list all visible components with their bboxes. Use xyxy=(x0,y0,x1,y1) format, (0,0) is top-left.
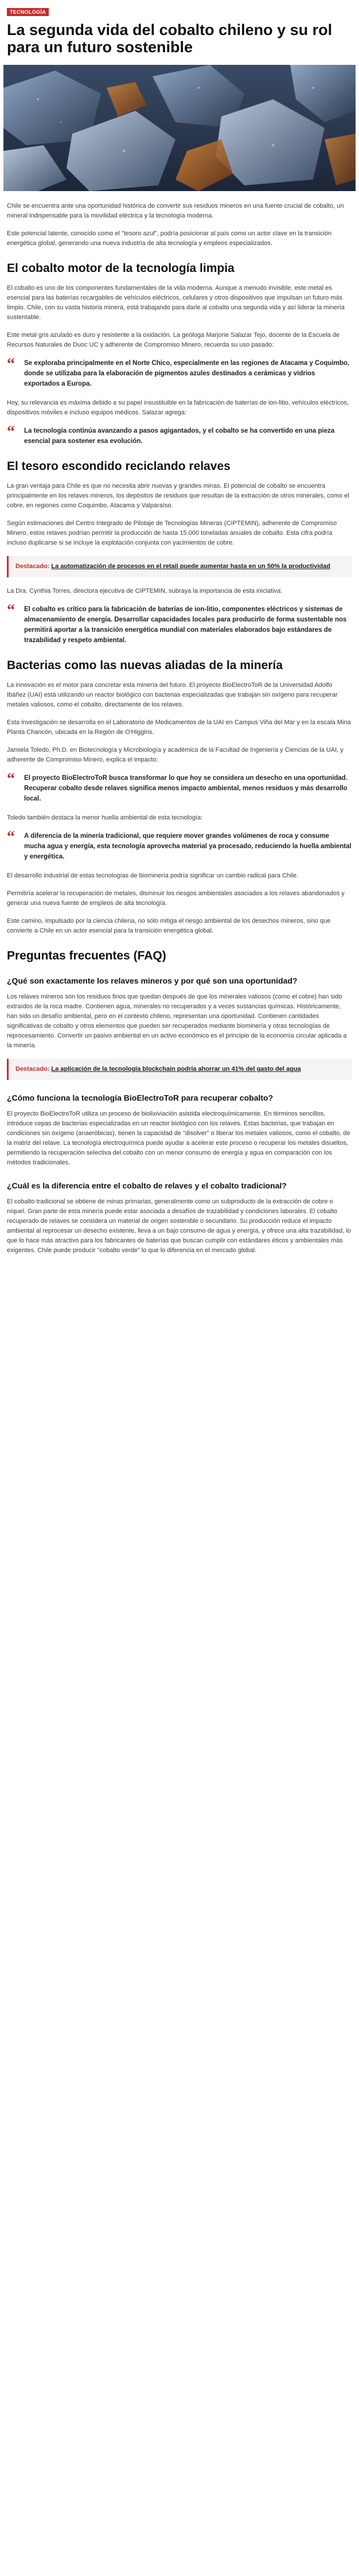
paragraph: La innovación es el motor para concretar esta minería del futuro. El proyecto BioElectroToR de la Universidad Adolfo Ibáñez (UAI) está utilizando un reactor biológico con bacterias especializadas que trabajan sin oxígeno para recuperar metales valiosos, como el cobalto, directamente de los relaves. xyxy=(7,682,338,708)
quote-icon: “ xyxy=(7,828,15,846)
pull-quote xyxy=(7,770,352,804)
paragraph: Este camino, impulsado por la ciencia chilena, no sólo mitiga el riesgo ambiental de los desechos mineros, sino que convierte a Chile en un actor esencial para la transición energética global. xyxy=(7,918,331,934)
featured-link[interactable]: La automatización de procesos en el retail puede aumentar hasta en un 50% la productividad xyxy=(51,563,330,570)
faq-answer: Los relaves mineros son los residuos finos que quedan después de que los minerales valiosos (como el cobre) han sido extraídos de la roca madre. Contienen agua, minerales no recuperados y a veces sustancias químicas. Históricamente, han sido un desafío ambiental, pero en el contexto chileno, representan una oportunidad. Contienen cantidades significativas de cobalto y otros elementos que pueden ser recuperados mediante biominería y otras tecnologías de reprocesamiento. Convertir un pasivo ambiental en un activo económico es el principio de la economía circular aplicada a la minería. xyxy=(7,993,347,1049)
faq-question: ¿Cuál es la diferencia entre el cobalto de relaves y el cobalto tradicional? xyxy=(7,1181,287,1190)
faq-answer: El cobalto tradicional se obtiene de minas primarias, generalmente como un subproducto de la extracción de cobre o níquel. Gran parte de esta minería puede estar asociada a desafíos de trazabilidad y condiciones laborales. El cobalto recuperado de relaves se considera un material de origen sostenible o secundario. Su producción reduce el impacto ambiental al reprocesar un desecho existente, lleva a un bajo consumo de agua y energía, y ofrece una alta trazabilidad, lo que lo hace más atractivo para los fabricantes de baterías que buscan cumplir con estándares éticos y ambientales más exigentes. Chile puede producir "cobalto verde" lo que lo diferencia en el mercado global. xyxy=(7,1198,351,1254)
pull-quote xyxy=(7,355,352,389)
quote-icon: “ xyxy=(7,601,15,619)
paragraph: Según estimaciones del Centro Integrado de Pilotaje de Tecnologías Mineras (CIPTEMIN), adherente de Compromiso Minero, estos relaves podrían permitir la producción de hasta 15.000 toneladas anuales de cobalto. Esta cifra podría incluso duplicarse si se incluye la explotación conjunta con yacimientos de cobre. xyxy=(7,520,337,546)
section-heading: Bacterias como las nuevas aliadas de la minería xyxy=(7,659,283,672)
quote-icon: “ xyxy=(7,423,15,441)
paragraph: La gran ventaja para Chile es que no necesita abrir nuevas y grandes minas. El potencial de cobalto se encuentra principalmente en los relaves mineros, los depósitos de residuos que resultan de la extracción de otros minerales, como el cobre, en regiones como Coquimbo, Atacama y Valparaíso. xyxy=(7,483,349,509)
quote-text: A diferencia de la minería tradicional, que requiere mover grandes volúmenes de roca y consume mucha agua y energía, esta tecnología aprovecha material ya procesado, reduciendo la huella ambiental y energética. xyxy=(24,833,352,860)
paragraph: Hoy, su relevancia es máxima debido a su papel insustituible en la fabricación de baterías de ion-litio, vehículos eléctricos, dispositivos móviles e incluso equipos médicos. Salazar agrega: xyxy=(7,399,349,416)
article-title: La segunda vida del cobalto chileno y su rol para un futuro sostenible xyxy=(7,21,333,56)
quote-icon: “ xyxy=(7,770,15,788)
featured-label: Destacado: xyxy=(15,1066,50,1073)
quote-text: El proyecto BioElectroToR busca transformar lo que hoy se considera un desecho en una oportunidad. Recuperar cobalto desde relaves significa menos impacto ambiental, menos residuos y más desarrollo local. xyxy=(24,775,348,802)
paragraph: Este metal gris azulado es duro y resistente a la oxidación. La geóloga Marjorie Salazar Tejo, docente de la Escuela de Recursos Naturales de Duoc UC y adherente de Compromiso Minero, recuerda su uso pasado: xyxy=(7,332,340,348)
featured-link-box xyxy=(7,1059,352,1080)
featured-link[interactable]: La aplicación de la tecnología blockchain podría ahorrar un 41% del gasto del agua xyxy=(51,1066,301,1073)
faq-heading: Preguntas frecuentes (FAQ) xyxy=(7,949,166,962)
pull-quote xyxy=(7,828,352,862)
quote-icon: “ xyxy=(7,355,15,373)
paragraph: Toledo también destaca la menor huella ambiental de esta tecnología: xyxy=(7,814,203,821)
featured-link-box xyxy=(7,556,352,577)
pull-quote xyxy=(7,601,352,646)
intro-paragraph: Chile se encuentra ante una oportunidad histórica de convertir sus residuos mineros en una fuente crucial de cobalto, un mineral indispensable para la movilidad eléctrica y la tecnología moderna. xyxy=(7,203,344,219)
pull-quote xyxy=(7,423,352,446)
paragraph: Permitiría acelerar la recuperación de metales, disminuir los riesgos ambientales asociados a los relaves abandonados y generar una nueva fuente de empleos de alta tecnología. xyxy=(7,890,345,907)
faq-question: ¿Qué son exactamente los relaves mineros y por qué son una oportunidad? xyxy=(7,976,298,985)
quote-text: El cobalto es crítico para la fabricación de baterías de ion-litio, componentes eléctricos y sistemas de almacenamiento de energía. Desarrollar capacidades locales para producirlo de forma sustentable nos permitirá aportar a la transición energética mundial con materiales elaborados bajo estándares de trazabilidad y respeto ambiental. xyxy=(24,606,347,644)
faq-question: ¿Cómo funciona la tecnología BioElectroToR para recuperar cobalto? xyxy=(7,1093,274,1102)
paragraph: El desarrollo industrial de estas tecnologías de biominería podría significar un cambio radical para Chile. xyxy=(7,872,299,879)
paragraph: Esta investigación se desarrolla en el Laboratorio de Medicamentos de la UAI en Campus Viña del Mar y en la escala Mina Planta Chancón, ubicada en la Región de O'Higgins. xyxy=(7,719,351,736)
section-heading: El tesoro escondido reciclando relaves xyxy=(7,460,231,473)
cobalt-rocks-illustration xyxy=(3,65,356,191)
paragraph: El cobalto es uno de los componentes fundamentales de la vida moderna. Aunque a menudo invisible, este metal es esencial para las baterías recargables de vehículos eléctricos, celulares y otros dispositivos que impulsan un futuro más limpio. Chile, con su vasta historia minera, está trabajando para darle al cobalto una segunda vida y así liderar la minería sustentable. xyxy=(7,285,345,321)
paragraph: La Dra. Cynthia Torres, directora ejecutiva de CIPTEMIN, subraya la importancia de esta iniciativa: xyxy=(7,588,283,595)
category-badge[interactable]: TECNOLOGÍA xyxy=(7,8,49,16)
faq-answer: El proyecto BioElectroToR utiliza un proceso de biolixiviación asistida electroquímicamente. En términos sencillos, introduce cepas de bacterias especializadas en un reactor biológico con los relaves. Estas bacterias, que trabajan en condiciones sin oxígeno (anaeróbicas), tienen la capacidad de "disolver" o liberar los metales valiosos, como el cobalto, de la matriz del relave. La tecnología electroquímica puede ayudar a acelerar este proceso o recuperar los metales disueltos, permitiendo la recuperación selectiva del cobalto con un menor consumo de energía y agua en comparación con los métodos tradicionales. xyxy=(7,1110,350,1166)
featured-label: Destacado: xyxy=(15,563,50,570)
intro-paragraph: Este potencial latente, conocido como el "tesoro azul", podría posicionar al país como un actor clave en la transición energética global, generando una nueva industria de alta tecnología y empleos especializados. xyxy=(7,230,332,247)
hero-image xyxy=(3,65,356,191)
article xyxy=(0,0,359,1287)
section-heading: El cobalto motor de la tecnología limpia xyxy=(7,262,235,275)
quote-text: La tecnología continúa avanzando a pasos agigantados, y el cobalto se ha convertido en una pieza esencial para sostener esa evolución. xyxy=(24,428,335,445)
quote-text: Se exploraba principalmente en el Norte Chico, especialmente en las regiones de Atacama y Coquimbo, donde se utilizaba para la elaboración de pigmentos azules destinados a cerámicas y vidrios exportados a Europa. xyxy=(24,360,350,387)
paragraph: Jamiela Toledo, Ph.D. en Biotecnología y Microbiología y académica de la Facultad de Ingeniería y Ciencias de la UAI, y adherente de Compromiso Minero, explica el impacto: xyxy=(7,747,344,763)
